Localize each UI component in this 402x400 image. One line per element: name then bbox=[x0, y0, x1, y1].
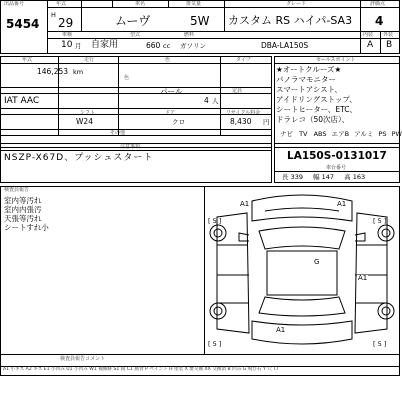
mark-roof: G bbox=[314, 258, 320, 266]
col-color-label: 色 bbox=[165, 57, 171, 63]
usage: 自家用 bbox=[91, 40, 119, 50]
month-unit: 月 bbox=[75, 42, 82, 50]
inspection-header: 検査員報告 bbox=[4, 187, 30, 193]
list-item: ドラレコ（50次店）、 bbox=[276, 115, 350, 124]
list-item: アイドリングストップ、 bbox=[276, 95, 357, 104]
tire-rear-left: [ 5 ] bbox=[208, 340, 222, 348]
col-year-label: 年式 bbox=[22, 57, 33, 63]
displacement: 660 bbox=[146, 41, 161, 50]
year-label: 年式 bbox=[56, 1, 67, 7]
model-code: DBA-LA150S bbox=[261, 41, 309, 50]
interior-label: 内装 bbox=[363, 32, 374, 38]
notes-header: 注意事項 bbox=[120, 144, 141, 150]
mileage-value: 146,253 bbox=[37, 67, 69, 76]
lot-label: 出品番号 bbox=[4, 1, 25, 7]
tire-front-left: [ 5 ] bbox=[208, 217, 222, 225]
option-airbag: エアB bbox=[331, 130, 350, 138]
color-label: 色 bbox=[124, 75, 130, 81]
chassis-number: LA150S-0131017 bbox=[287, 150, 387, 162]
shaken-label: 車検 bbox=[62, 32, 73, 38]
list-item: スマートアシスト、 bbox=[276, 85, 342, 94]
month-value: 10 bbox=[61, 40, 73, 50]
option-nav: ナビ bbox=[280, 130, 293, 138]
exterior-label: 外装 bbox=[383, 32, 394, 38]
list-item: 室内内張汚 bbox=[4, 205, 42, 214]
height-label: 高 bbox=[344, 173, 351, 181]
seats-label: 定員 bbox=[232, 88, 243, 94]
mark-right-side: A1 bbox=[358, 274, 368, 282]
option-list bbox=[280, 131, 402, 138]
option-tv: TV bbox=[299, 130, 308, 138]
sales-points-list bbox=[276, 65, 400, 125]
recycle-unit: 円 bbox=[263, 118, 270, 126]
inspection-list bbox=[4, 196, 49, 232]
interior-grade: A bbox=[367, 40, 374, 50]
other-label: その他 bbox=[110, 130, 126, 136]
col-type-label: タイプ bbox=[236, 57, 251, 63]
displacement-label: 排気量 bbox=[186, 1, 202, 7]
maker-label: 車名 bbox=[135, 1, 146, 7]
seats-value: 4 bbox=[204, 96, 209, 105]
mark-front-right: A1 bbox=[337, 200, 347, 208]
grade-name: カスタム RS ハイパ-SA3 bbox=[228, 14, 353, 27]
footer-legend: A1 小キズ A2 キズ E1 小凹み U1 小凹み W1 補修跡 S1 錆 C1 腐食 P ペイント H 塗装 X 要交換 XX 交換済 B 凹み G 飛び石 Y 穴 T.I bbox=[3, 367, 279, 372]
cc-unit: cc bbox=[163, 42, 171, 50]
year-value: 29 bbox=[58, 16, 74, 30]
score-value: 4 bbox=[375, 14, 384, 28]
score-label: 評価点 bbox=[370, 1, 386, 7]
type-label: 型式 bbox=[130, 32, 141, 38]
car-diagram bbox=[205, 187, 399, 353]
year-era: H bbox=[51, 11, 56, 19]
list-item: 天張等汚れ bbox=[4, 214, 42, 223]
door-label: ドア bbox=[165, 110, 175, 116]
car-name: ムーヴ bbox=[115, 14, 151, 28]
tire-value: W24 bbox=[76, 117, 93, 126]
seats-unit: 人 bbox=[212, 97, 219, 105]
fuel: ガソリン bbox=[180, 42, 206, 50]
other-value: クロ bbox=[172, 118, 185, 126]
chassis-label: 車台番号 bbox=[326, 165, 347, 171]
lot-number: 5454 bbox=[6, 17, 40, 31]
fuel-label: 燃料 bbox=[184, 32, 195, 38]
mark-rear: A1 bbox=[276, 326, 286, 334]
option-pw: PW bbox=[391, 130, 402, 138]
tire-rear-right: [ 5 ] bbox=[373, 340, 387, 348]
mark-front-left: A1 bbox=[240, 200, 250, 208]
width-value: 147 bbox=[321, 173, 335, 181]
color-value: パール bbox=[160, 87, 183, 96]
width-label: 幅 bbox=[313, 173, 320, 181]
sales-points-header: セールスポイント bbox=[316, 57, 356, 63]
mileage-unit: km bbox=[73, 68, 84, 76]
tire-front-right: [ 5 ] bbox=[373, 217, 387, 225]
grade-label: グレード bbox=[286, 1, 307, 7]
recycle-label: リサイクル料金 bbox=[226, 110, 261, 116]
length-label: 長 bbox=[282, 173, 289, 181]
list-item: ★オートクルーズ★ bbox=[276, 65, 342, 74]
exterior-grade: B bbox=[386, 40, 393, 50]
list-item: パノラマモニター bbox=[276, 75, 336, 84]
notes-text: NSZP-X67D、プッシュスタート bbox=[4, 153, 154, 163]
shift-value: IAT AAC bbox=[4, 96, 40, 106]
list-item: シートヒーター、ETC、 bbox=[276, 105, 358, 114]
option-ps: PS bbox=[378, 130, 387, 138]
shift-label: シフト bbox=[80, 110, 96, 116]
footer-label: 検査員報告コメント bbox=[60, 356, 106, 362]
col-mileage-label: 走行 bbox=[84, 57, 95, 63]
list-item: シートすれ小 bbox=[4, 223, 49, 232]
list-item: 室内等汚れ bbox=[4, 196, 42, 205]
recycle-value: 8,430 bbox=[230, 117, 252, 126]
height-value: 163 bbox=[352, 173, 366, 181]
doors: 5W bbox=[190, 14, 210, 28]
option-alloy: アルミ bbox=[354, 130, 374, 138]
option-abs: ABS bbox=[313, 130, 327, 138]
length-value: 339 bbox=[290, 173, 303, 181]
dimensions bbox=[282, 174, 365, 181]
